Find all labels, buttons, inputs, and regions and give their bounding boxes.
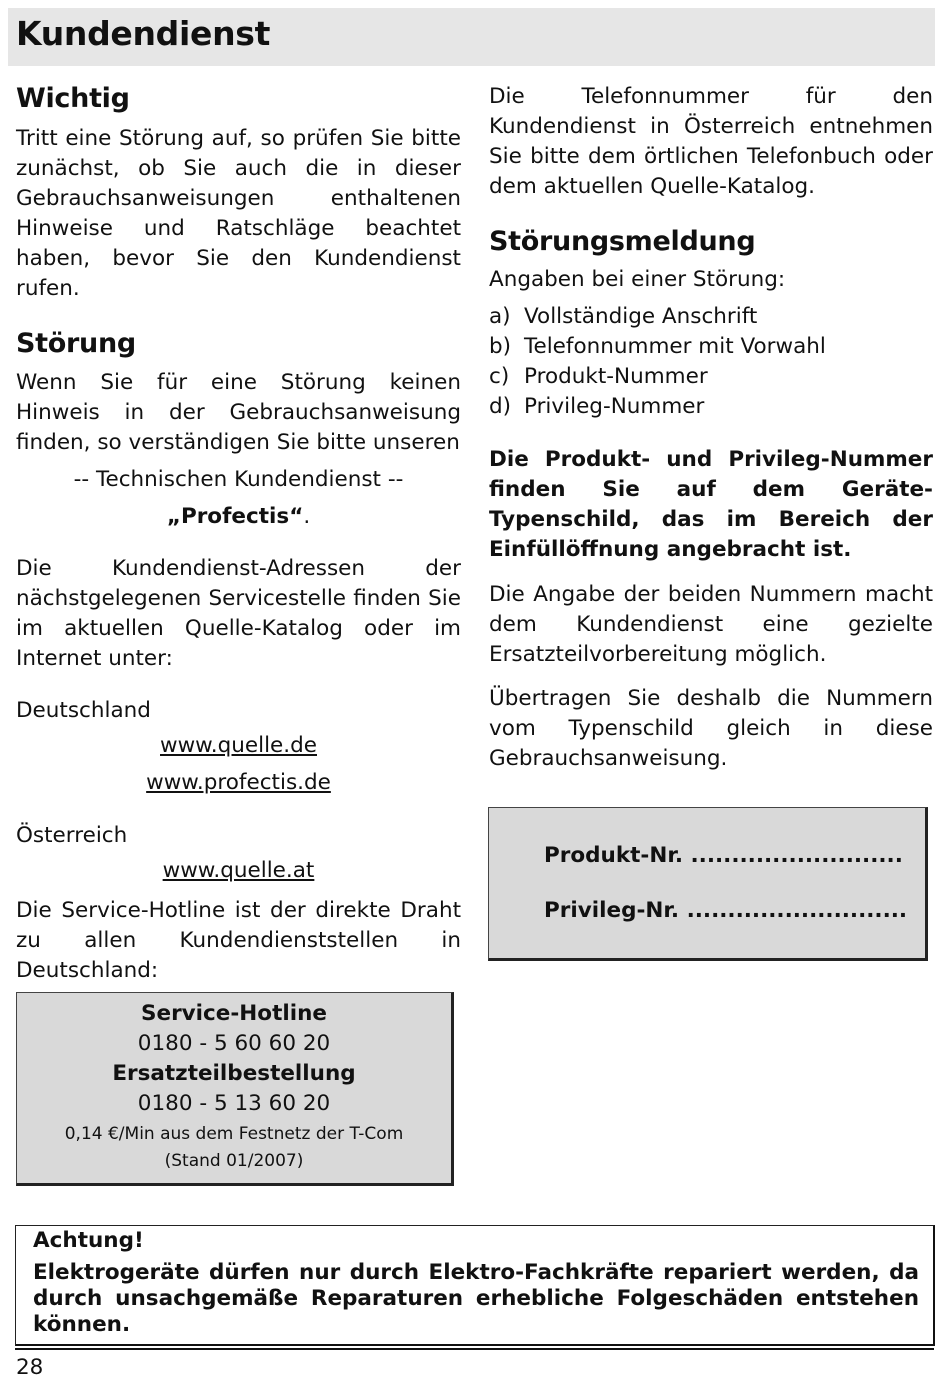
hotline-price: 0,14 €/Min aus dem Festnetz der T-Com — [64, 1124, 404, 1144]
privileg-nr-line: Privileg-Nr. ........................... — [544, 898, 908, 923]
list-marker: a) — [489, 304, 511, 329]
number-box — [488, 807, 928, 961]
list-marker: b) — [489, 334, 512, 359]
list-marker: c) — [489, 364, 510, 389]
meldung-list — [489, 302, 933, 422]
list-item-text: Telefonnummer mit Vorwahl — [524, 334, 826, 359]
brand-suffix: . — [303, 504, 311, 529]
technischer-kundendienst-line: -- Technischen Kundendienst -- — [73, 467, 404, 492]
hotline-box — [16, 992, 454, 1186]
list-item — [489, 362, 933, 392]
link-quelle-at[interactable]: www.quelle.at — [162, 858, 315, 883]
hotline-phone: 0180 - 5 60 60 20 — [137, 1031, 331, 1056]
list-marker: d) — [489, 394, 512, 419]
hotline-stand: (Stand 01/2007) — [164, 1151, 304, 1171]
page-number: 28 — [16, 1355, 44, 1380]
addresses-text: Die Kundendienst-Adressen der nächstgelegenen Servicestelle finden Sie im aktuellen Quelle-Katalog oder im Internet unter: — [16, 556, 461, 671]
list-item — [489, 392, 933, 422]
link-quelle-de[interactable]: www.quelle.de — [160, 733, 317, 758]
hotline-title: Service-Hotline — [141, 1001, 327, 1026]
left-column — [16, 80, 461, 986]
list-item-text: Privileg-Nummer — [524, 394, 705, 419]
right-column — [489, 80, 933, 774]
country-oesterreich: Österreich — [16, 823, 128, 848]
warning-box — [15, 1225, 935, 1346]
bottom-rule — [15, 1348, 934, 1350]
brand-line — [16, 502, 461, 532]
list-item — [489, 332, 933, 362]
list-item — [489, 302, 933, 332]
bold-note: Die Produkt- und Privileg-Nummer finden Sie auf dem Geräte-Typenschild, das im Bereich der Einfüllöffnung angebracht ist. — [489, 447, 933, 562]
country-deutschland: Deutschland — [16, 698, 151, 723]
hotline-intro: Die Service-Hotline ist der direkte Draht zu allen Kundendienststellen in Deutschland: — [16, 898, 461, 983]
parts-phone: 0180 - 5 13 60 20 — [137, 1091, 331, 1116]
page-title: Kundendienst — [16, 14, 271, 53]
link-profectis-de[interactable]: www.profectis.de — [146, 770, 331, 795]
heading-wichtig: Wichtig — [16, 83, 130, 114]
stoerung-text: Wenn Sie für eine Störung keinen Hinweis in der Gebrauchsanweisung finden, so verständigen Sie bitte unseren — [16, 370, 461, 455]
wichtig-text: Tritt eine Störung auf, so prüfen Sie bitte zunächst, ob Sie auch die in dieser Gebrauchsanweisungen enthaltenen Hinweise und Ratschläge beachtet haben, bevor Sie den Kundendienst rufen. — [16, 126, 461, 301]
warning-title: Achtung! — [33, 1228, 144, 1253]
para-nummern: Die Angabe der beiden Nummern macht dem Kundendienst eine gezielte Ersatzteilvorbereitung möglich. — [489, 582, 933, 667]
brand-name: „Profectis“ — [166, 504, 304, 529]
warning-text: Elektrogeräte dürfen nur durch Elektro-Fachkräfte repariert werden, da durch unsachgemäße Reparaturen erhebliche Folgeschäden entstehen können. — [33, 1260, 919, 1337]
austria-text: Die Telefonnummer für den Kundendienst in Österreich entnehmen Sie bitte dem örtlichen Telefonbuch oder dem aktuellen Quelle-Katalog. — [489, 84, 933, 199]
list-item-text: Produkt-Nummer — [524, 364, 708, 389]
para-uebertragen: Übertragen Sie deshalb die Nummern vom Typenschild gleich in diese Gebrauchsanweisung. — [489, 686, 933, 771]
meldung-intro: Angaben bei einer Störung: — [489, 267, 786, 292]
parts-title: Ersatzteilbestellung — [112, 1061, 356, 1086]
heading-stoerung: Störung — [16, 328, 136, 359]
produkt-nr-line: Produkt-Nr. .......................... — [544, 843, 903, 868]
heading-stoerungsmeldung: Störungsmeldung — [489, 226, 756, 257]
list-item-text: Vollständige Anschrift — [524, 304, 758, 329]
